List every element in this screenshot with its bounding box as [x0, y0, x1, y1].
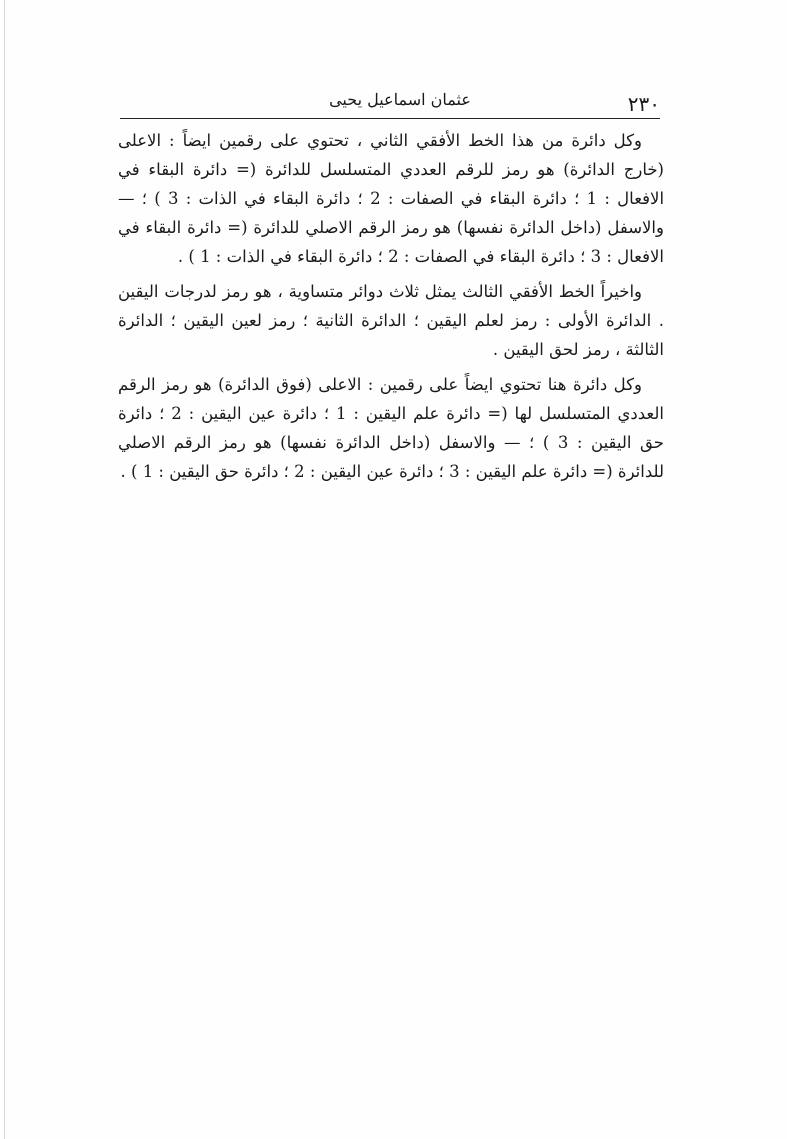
header-rule — [120, 118, 660, 119]
paragraph-1: وكل دائرة من هذا الخط الأفقي الثاني ، تحتوي على رقمين ايضاً : الاعلى (خارج الدائرة) هو رمز للرقم العددي المتسلسل للدائرة (= دائرة البقاء في الافعال : 1 ؛ دائرة البقاء في الصفات : 2 ؛ دائرة البقاء في الذات : 3 ) ؛ — والاسفل (داخل الدائرة نفسها) هو رمز الرقم الاصلي للدائرة (= دائرة البقاء في الافعال : 3 ؛ دائرة البقاء في الصفات : 2 ؛ دائرة البقاء في الذات : 1 ) . — [118, 131, 665, 266]
page-number: ٢٣٠ — [627, 92, 660, 116]
paragraph-3: وكل دائرة هنا تحتوي ايضاً على رقمين : الاعلى (فوق الدائرة) هو رمز الرقم العددي المتسلسل لها (= دائرة علم اليقين : 1 ؛ دائرة عين اليقين : 2 ؛ دائرة حق اليقين : 3 ) ؛ — والاسفل (داخل الدائرة نفسها) هو رمز الرقم الاصلي للدائرة (= دائرة علم اليقين : 3 ؛ دائرة عين اليقين : 2 ؛ دائرة حق اليقين : 1 ) . — [118, 375, 665, 481]
scan-edge — [4, 0, 5, 1139]
body-text — [118, 126, 664, 486]
paragraph-2: واخيراً الخط الأفقي الثالث يمثل ثلاث دوائر متساوية ، هو رمز لدرجات اليقين . الدائرة الأولى : رمز لعلم اليقين ؛ الدائرة الثانية ؛ رمز لعين اليقين ؛ الدائرة الثالثة ، رمز لحق اليقين . — [118, 282, 664, 359]
running-head: عثمان اسماعيل يحيى — [329, 90, 471, 109]
page-header — [120, 88, 660, 122]
